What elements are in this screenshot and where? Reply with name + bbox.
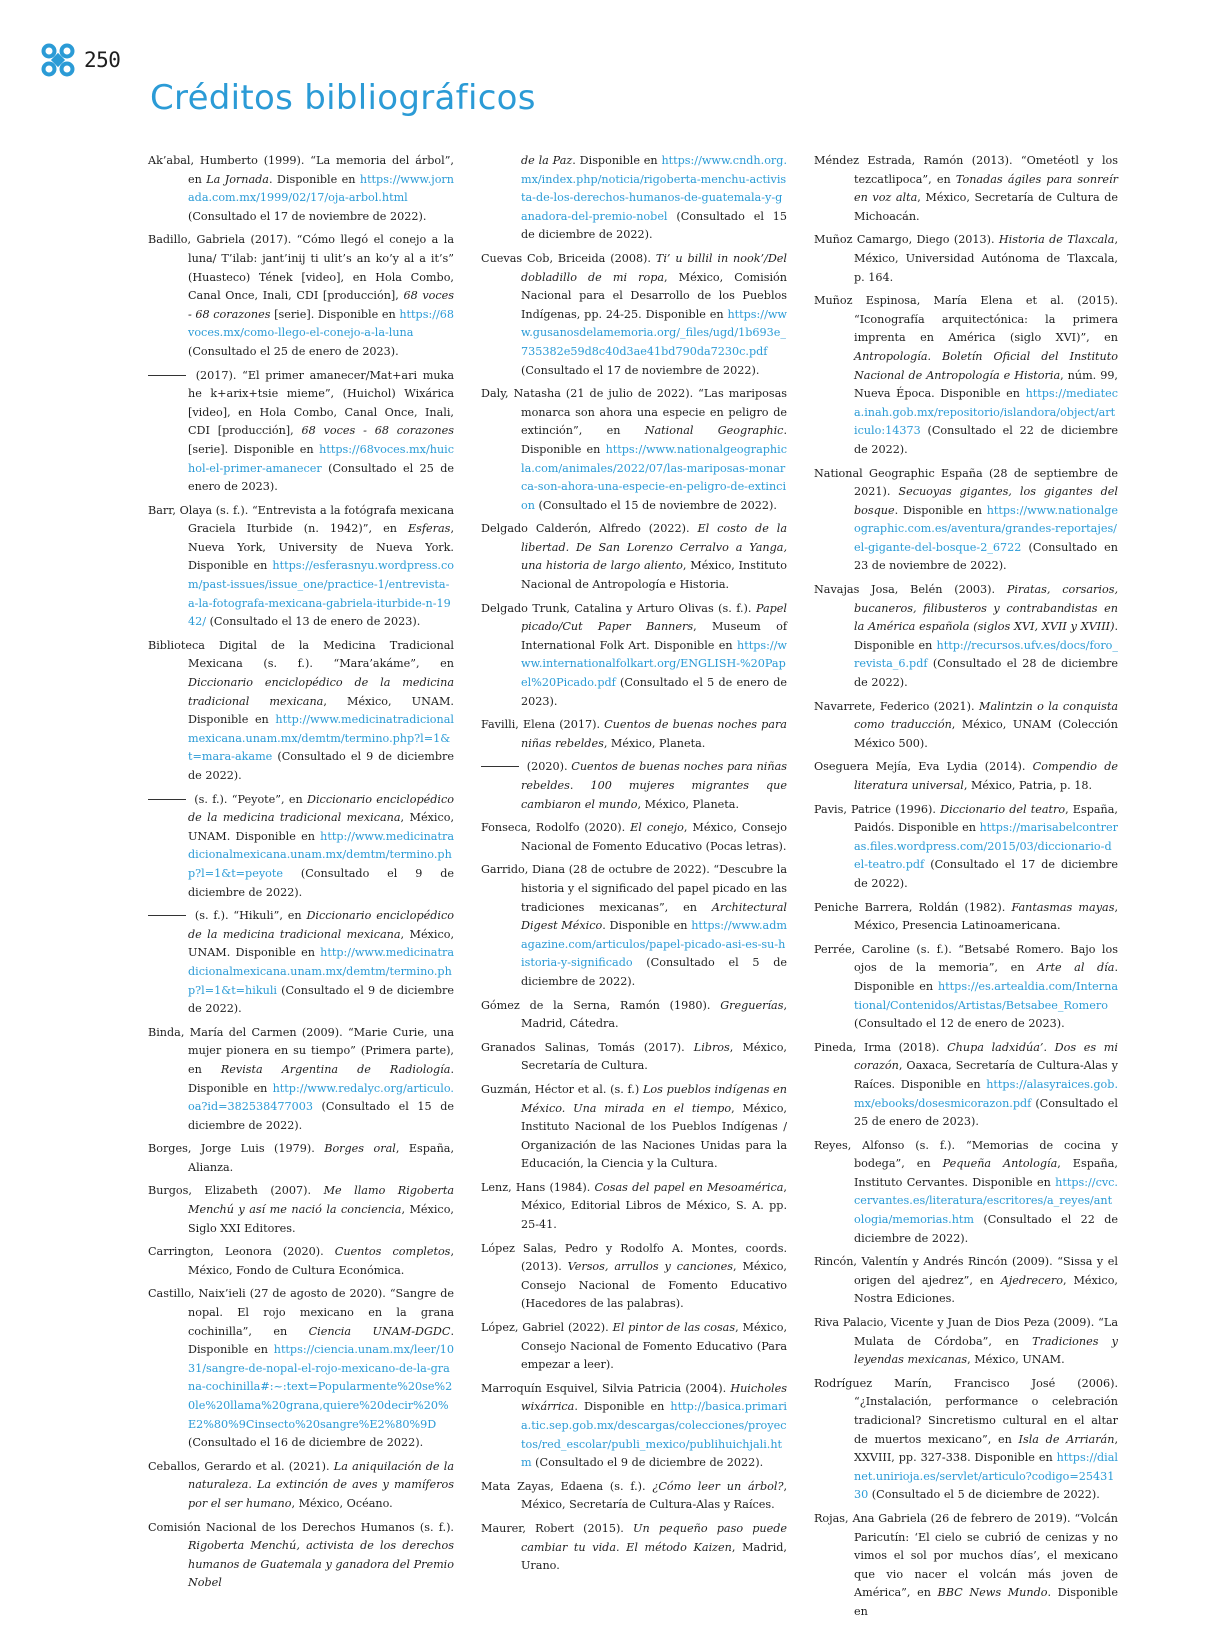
reference-title: Tonadas ágiles para sonreír en voz alta [854, 172, 1118, 205]
reference-title: Tradiciones y leyendas mexicanas [854, 1334, 1118, 1367]
reference-link[interactable]: https://68voces.mx/como-llego-el-conejo-a-la-luna [188, 307, 454, 340]
reference-text: (Consultado el 15 de noviembre de 2022). [534, 498, 777, 512]
repeat-author-dash [148, 375, 186, 376]
reference-title: Ciencia UNAM-DGDC [308, 1324, 451, 1338]
reference-link[interactable]: http://www.medicinatradicionalmexicana.unam.mx/demtm/termino.php?l=1&t=hikuli [188, 946, 454, 997]
reference-text: (Consultado el 15 de diciembre de 2022). [521, 209, 787, 242]
reference-entry [814, 231, 1118, 287]
reference-entry [481, 758, 787, 814]
reference-text: (Consultado el 17 de diciembre de 2022). [854, 858, 1118, 890]
reference-text: (Consultado el 17 de noviembre de 2022). [521, 363, 760, 377]
reference-entry [148, 502, 454, 632]
reference-entry [481, 250, 787, 380]
reference-entry [148, 907, 454, 1019]
reference-link[interactable]: https://www.admagazine.com/articulos/papel-picado-asi-es-su-historia-y-significado [521, 919, 787, 970]
reference-link[interactable]: http://basica.primaria.tic.sep.gob.mx/descargas/colecciones/proyectos/red_escolar/publi_mexico/publihuichjali.htm [521, 1400, 787, 1470]
reference-title: Diccionario enciclopédico de la medicina tradicional mexicana [188, 909, 454, 941]
reference-title: BBC News Mundo [937, 1586, 1048, 1600]
reference-text: Riva Palacio, Vicente y Juan de Dios Peza (2009). “La Mulata de Córdoba”, en [814, 1316, 1118, 1348]
reference-entry [481, 716, 787, 753]
reference-title: Rigoberta Menchú, activista de los derechos humanos de Guatemala y ganadora del Premio Nobel [188, 1539, 454, 1590]
reference-text: , Oaxaca, Secretaría de Cultura-Alas y Raíces. Disponible en [854, 1059, 1118, 1091]
reference-text: , núm. 99, Nueva Época. Disponible en [854, 368, 1118, 401]
reference-text: , Madrid, Urano. [521, 1540, 787, 1573]
reference-entry [481, 1240, 787, 1314]
reference-title: Diccionario enciclopédico de la medicina tradicional mexicana [188, 676, 454, 708]
reference-title: Esferas [408, 522, 451, 536]
reference-entry [814, 292, 1118, 459]
reference-link[interactable]: http://recursos.ufv.es/docs/foro_revista_6.pdf [854, 638, 1118, 671]
reference-text: Daly, Natasha (21 de julio de 2022). “Las mariposas monarca son ahora una especie en peligro de extinción”, en [481, 387, 787, 438]
reference-entry [814, 1375, 1118, 1505]
reference-text: Muñoz Camargo, Diego (2013). [814, 233, 999, 247]
reference-text: Marroquín Esquivel, Silvia Patricia (2004). [481, 1381, 731, 1395]
reference-text: (Consultado el 9 de diciembre de 2022). [188, 750, 454, 782]
reference-title: 68 voces - 68 corazones [301, 424, 454, 438]
reference-entry [481, 1081, 787, 1174]
reference-title: Compendio de literatura universal [854, 760, 1118, 792]
reference-title: Secuoyas gigantes, los gigantes del bosque [854, 485, 1118, 517]
reference-text: (Consultado el 9 de diciembre de 2022). [531, 1456, 764, 1470]
reference-text: (Consultado el 22 de diciembre de 2022). [854, 424, 1118, 456]
reference-text: . Disponible en [854, 620, 1118, 652]
reference-text: (Consultado el 25 de enero de 2023). [188, 344, 399, 358]
reference-text: Navajas Josa, Belén (2003). [814, 583, 1007, 597]
reference-title: La aniquilación de la naturaleza. La extinción de aves y mamíferos por el ser humano [188, 1459, 454, 1510]
reference-entry [814, 801, 1118, 894]
reference-text: López Salas, Pedro y Rodolfo A. Montes, coords. (2013). [481, 1241, 787, 1274]
reference-text: (s. f.). “Peyote”, en [190, 792, 307, 806]
reference-entry [148, 367, 454, 497]
reference-title: ¿Cómo leer un árbol? [652, 1479, 784, 1493]
reference-link[interactable]: https://esferasnyu.wordpress.com/past-issues/issue_one/practice-1/entrevista-a-la-fotografa-mexicana-gabriela-iturbide-n-1942/ [188, 559, 454, 629]
reference-title: Pequeña Antología [942, 1157, 1058, 1171]
reference-entry [481, 1380, 787, 1473]
reference-title: Isla de Arriarán [1018, 1432, 1115, 1446]
reference-text: Maurer, Robert (2015). [481, 1521, 634, 1535]
reference-title: Piratas, corsarios, bucaneros, filibusteros y contrabandistas en la América española (siglos XVI, XVII y XVIII) [854, 583, 1118, 634]
reference-text: Comisión Nacional de los Derechos Humanos (s. f.). [148, 1520, 454, 1534]
reference-entry [148, 791, 454, 903]
reference-text: Cuevas Cob, Briceida (2008). [481, 251, 656, 265]
reference-title: Versos, arrullos y canciones [567, 1260, 733, 1274]
reference-text: , México, Consejo Nacional de Fomento Educativo (Hacedores de las palabras). [521, 1260, 787, 1311]
reference-text: Granados Salinas, Tomás (2017). [481, 1040, 694, 1054]
reference-entry [481, 385, 787, 515]
reference-text: . Disponible en [854, 961, 1118, 993]
reference-link[interactable]: https://www.nationalgeographicla.com/animales/2022/07/las-mariposas-monarca-son-ahora-una-especie-en-peligro-de-extincion [521, 442, 787, 512]
reference-text: , México, Instituto Nacional de los Pueblos Indígenas / Organización de las Naciones Unidas para la Educación, la Ciencia y la Cultura. [521, 1101, 787, 1171]
reference-text: (2017). “El primer amanecer/Mat+ari muka he k+arix+tsie mieme”, (Huichol) Wixárica [video], en Hola Combo, Canal Once, Inali, CDI [producción], [188, 368, 454, 438]
reference-text: López, Gabriel (2022). [481, 1321, 613, 1335]
reference-text: Castillo, Naix’ieli (27 de agosto de 2020). “Sangre de nopal. El rojo mexicano en la grana cochinilla”, en [148, 1287, 454, 1338]
reference-title: Cuentos completos [334, 1245, 451, 1259]
reference-entry [814, 899, 1118, 936]
reference-text: , México, Océano. [291, 1496, 393, 1510]
reference-entry [148, 637, 454, 786]
reference-text: Favilli, Elena (2017). [481, 718, 605, 732]
reference-title: Papel picado/Cut Paper Banners [521, 601, 787, 634]
reference-entry [148, 1243, 454, 1280]
reference-link[interactable]: https://mediateca.inah.gob.mx/repositorio/islandora/object/articulo:14373 [854, 387, 1118, 438]
reference-text: (Consultado el 9 de diciembre de 2022). [188, 866, 454, 899]
reference-title: Ti’ u billil in nook’/Del dobladillo de mi ropa [521, 251, 787, 284]
reference-text: Reyes, Alfonso (s. f.). “Memorias de cocina y bodega”, en [814, 1138, 1118, 1171]
reference-text: , Museum of International Folk Art. Disponible en [521, 620, 787, 652]
page-title: Créditos bibliográficos [150, 78, 536, 118]
reference-text: , México, Editorial Libros de México, S. A. pp. 25-41. [521, 1180, 787, 1232]
reference-text: . Disponible en [574, 1400, 671, 1414]
reference-text: Ceballos, Gerardo et al. (2021). [148, 1459, 334, 1473]
reference-text: , España, Instituto Cervantes. Disponible en [854, 1157, 1118, 1189]
reference-text: , México, Secretaría de Cultura. [521, 1040, 787, 1073]
reference-text: Carrington, Leonora (2020). [148, 1245, 335, 1259]
repeat-author-dash [148, 915, 186, 916]
reference-title: Borges oral [324, 1142, 396, 1156]
reference-text: , México, Planeta. [637, 797, 739, 811]
reference-text: Perrée, Caroline (s. f.). “Betsabé Romero. Bajo los ojos de la memoria”, en [814, 942, 1118, 975]
reference-entry [814, 698, 1118, 754]
reference-text: , México, Consejo Nacional de Fomento Educativo (Pocas letras). [521, 821, 787, 853]
page-header [40, 42, 120, 78]
reference-text: (Consultado en 23 de noviembre de 2022). [854, 540, 1118, 573]
reference-text: Delgado Calderón, Alfredo (2022). [481, 522, 698, 536]
reference-text: , México, Planeta. [603, 736, 706, 750]
reference-text: . Disponible en [602, 919, 692, 933]
reference-title: Cuentos de buenas noches para niñas rebeldes [521, 718, 787, 750]
reference-text: , Madrid, Cátedra. [521, 998, 787, 1031]
reference-text: (Consultado el 17 de noviembre de 2022). [188, 209, 427, 223]
reference-title: de la Paz [521, 154, 573, 167]
reference-link[interactable]: https://alasyraices.gob.mx/ebooks/dosesmicorazon.pdf [854, 1077, 1118, 1110]
reference-link[interactable]: http://www.medicinatradicionalmexicana.unam.mx/demtm/termino.php?l=1&t=peyote [188, 829, 454, 880]
reference-text: (Consultado el 5 de enero de 2023). [521, 676, 787, 708]
reference-title: Los pueblos indígenas en México. Una mirada en el tiempo [521, 1082, 787, 1115]
reference-text: , México, UNAM. Disponible en [188, 811, 455, 843]
reference-text: (Consultado el 15 de diciembre de 2022). [188, 1100, 454, 1132]
reference-link[interactable]: https://www.cndh.org.mx/index.php/noticia/rigoberta-menchu-activista-de-los-derechos-humanos-de-guatemala-y-ganadora-del-premio-nobel [521, 154, 787, 223]
reference-link[interactable]: http://www.medicinatradicionalmexicana.unam.mx/demtm/termino.php?l=1&t=mara-akame [188, 713, 454, 764]
reference-text: , XXVIII, pp. 327-338. Disponible en [854, 1432, 1118, 1465]
reference-entry [814, 1137, 1118, 1249]
reference-title: Me llamo Rigoberta Menchú y así me nació la conciencia [188, 1184, 454, 1217]
reference-entry [814, 1039, 1118, 1132]
reference-entry [148, 1182, 454, 1238]
reference-text: , México, Comisión Nacional para el Desarrollo de los Pueblos Indígenas, pp. 24-25. Disponible en [521, 270, 787, 321]
reference-text: Garrido, Diana (28 de octubre de 2022). “Descubre la historia y el significado del papel picado en las tradiciones mexicanas”, en [481, 863, 787, 914]
reference-text: Rincón, Valentín y Andrés Rincón (2009). “Sissa y el origen del ajedrez”, en [814, 1255, 1118, 1287]
reference-text: Barr, Olaya (s. f.). “Entrevista a la fotógrafa mexicana Graciela Iturbide (n. 1942)”, en [148, 503, 454, 536]
reference-title: Un pequeño paso puede cambiar tu vida. El método Kaizen [521, 1521, 787, 1554]
reference-text: . Disponible en [854, 1586, 1118, 1618]
reference-text: (Consultado el 12 de enero de 2023). [854, 1017, 1065, 1031]
reference-text: Pavis, Patrice (1996). [814, 802, 941, 816]
reference-title: Cuentos de buenas noches para niñas rebeldes. 100 mujeres migrantes que cambiaron el mundo [521, 760, 787, 811]
reference-text: , México, Universidad Autónoma de Tlaxcala, p. 164. [854, 233, 1118, 284]
reference-text: (s. f.). “Hikuli”, en [190, 909, 307, 923]
reference-text: , México, UNAM. [967, 1353, 1065, 1367]
reference-text: , México, UNAM. Disponible en [188, 927, 455, 960]
reference-link[interactable]: https://www.internationalfolkart.org/ENGLISH-%20Papel%20Picado.pdf [521, 638, 787, 690]
reference-entry [148, 1458, 454, 1514]
reference-entry [481, 997, 787, 1034]
reference-text: , México, UNAM (Colección México 500). [854, 718, 1118, 750]
reference-text: Oseguera Mejía, Eva Lydia (2014). [814, 760, 1033, 774]
reference-title: Diccionario del teatro [940, 802, 1066, 816]
reference-text: . Disponible en [188, 1324, 454, 1357]
reference-link[interactable]: https://dialnet.unirioja.es/servlet/articulo?codigo=2543130 [854, 1451, 1118, 1502]
reference-entry [148, 1140, 454, 1177]
references-column-2 [481, 152, 787, 1581]
reference-text: Borges, Jorge Luis (1979). [148, 1142, 325, 1156]
reference-title: Antropología. Boletín Oficial del Instituto Nacional de Antropología e Historia [854, 349, 1118, 382]
reference-text: Muñoz Espinosa, María Elena et al. (2015). “Iconografía arquitectónica: la primera imprenta en América (siglo XVI)”, en [814, 294, 1118, 345]
reference-link[interactable]: https://www.nationalgeographic.com.es/aventura/grandes-reportajes/el-gigante-del-bosque-2_6722 [854, 503, 1118, 554]
reference-text: , México, Fondo de Cultura Económica. [188, 1245, 454, 1277]
reference-text: , México, Presencia Latinoamericana. [854, 900, 1119, 933]
reference-text: (Consultado el 25 de enero de 2023). [188, 461, 454, 494]
reference-link[interactable]: https://marisabelcontreras.files.wordpress.com/2015/03/diccionario-del-teatro.pdf [854, 821, 1118, 872]
reference-text: Gómez de la Serna, Ramón (1980). [481, 998, 721, 1012]
reference-text: . Disponible en [268, 172, 360, 186]
reference-title: Arte al día [1037, 961, 1115, 975]
page-number: 250 [84, 48, 121, 72]
reference-text: (2020). [523, 760, 572, 774]
reference-title: National Geographic [644, 424, 784, 438]
reference-text: Binda, María del Carmen (2009). “Marie Curie, una mujer pionera en su tiempo” (Primera parte), en [148, 1025, 454, 1076]
reference-title: La Jornada [206, 172, 269, 186]
reference-text: National Geographic España (28 de septiembre de 2021). [814, 466, 1118, 499]
reference-text: . Disponible en [521, 424, 787, 456]
reference-text: , México, Secretaría de Cultura de Michoacán. [854, 191, 1118, 223]
reference-text: Navarrete, Federico (2021). [814, 699, 979, 713]
reference-entry [814, 152, 1118, 226]
reference-entry [481, 819, 787, 856]
reference-entry [481, 520, 787, 594]
reference-text: Peniche Barrera, Roldán (1982). [814, 900, 1012, 914]
reference-title: Fantasmas mayas [1011, 900, 1115, 914]
reference-text: [serie]. Disponible en [270, 307, 400, 321]
reference-text: . Disponible en [894, 503, 987, 517]
flower-ornament-icon [40, 42, 76, 78]
reference-text: (Consultado el 22 de diciembre de 2022). [854, 1213, 1118, 1245]
reference-link[interactable]: https://www.gusanosdelamemoria.org/_files/ugd/1b693e_735382e59d8c40d3ae41bd790da7230c.pdf [521, 307, 787, 358]
reference-text: (Consultado el 25 de enero de 2023). [854, 1096, 1118, 1129]
reference-entry [814, 465, 1118, 577]
reference-text: . Disponible en [188, 1062, 454, 1095]
reference-entry [481, 1520, 787, 1576]
reference-text: , México, Nostra Ediciones. [854, 1273, 1118, 1306]
reference-text: Fonseca, Rodolfo (2020). [481, 821, 631, 835]
reference-text: , México, Siglo XXI Editores. [188, 1203, 454, 1235]
reference-text: Guzmán, Héctor et al. (s. f.) [481, 1082, 643, 1096]
reference-entry [148, 152, 454, 226]
reference-text: Delgado Trunk, Catalina y Arturo Olivas (s. f.). [481, 601, 756, 615]
reference-text: (Consultado el 9 de diciembre de 2022). [188, 983, 454, 1016]
reference-text: , México, UNAM. Disponible en [188, 694, 454, 727]
reference-text: . Disponible en [572, 154, 662, 167]
reference-text: Rojas, Ana Gabriela (26 de febrero de 2019). “Volcán Paricutín: ‘El cielo se cubrió de cenizas y no vimos el sol por muchos días’, el mexicano que vio nacer el volcán más joven de América”, en [814, 1511, 1118, 1600]
reference-text: , Nueva York, University de Nueva York. Disponible en [188, 522, 454, 573]
reference-link[interactable]: https://es.artealdia.com/International/Contenidos/Artistas/Betsabee_Romero [854, 979, 1118, 1012]
reference-entry [481, 600, 787, 712]
references-column-3 [814, 152, 1118, 1627]
reference-entry [481, 1478, 787, 1515]
references-column-1 [148, 152, 454, 1598]
reference-text: Lenz, Hans (1984). [481, 1180, 595, 1194]
reference-entry [814, 1510, 1118, 1622]
reference-entry [481, 1179, 787, 1235]
reference-text: Badillo, Gabriela (2017). “Cómo llegó el conejo a la luna/ T’ilab: jant’inij ti ulit’s an ko’y al a it’s” (Huasteco) Tének [video], en Hola Combo, Canal Once, Inali, CDI [producción], [148, 233, 454, 303]
reference-text: , España, Alianza. [188, 1142, 454, 1174]
reference-text: Burgos, Elizabeth (2007). [148, 1184, 324, 1198]
reference-title: Historia de Tlaxcala [998, 233, 1115, 247]
reference-entry [148, 1519, 454, 1593]
reference-link[interactable]: https://www.jornada.com.mx/1999/02/17/oja-arbol.html [188, 172, 454, 205]
reference-entry [814, 758, 1118, 795]
reference-text: Pineda, Irma (2018). [814, 1040, 948, 1054]
reference-entry [481, 1039, 787, 1076]
reference-title: Cosas del papel en Mesoamérica [594, 1180, 784, 1194]
reference-text: (Consultado el 28 de diciembre de 2022). [854, 657, 1118, 690]
reference-entry [814, 941, 1118, 1034]
repeat-author-dash [148, 799, 186, 800]
reference-entry [481, 1319, 787, 1375]
reference-link[interactable]: https://ciencia.unam.mx/leer/1031/sangre-de-nopal-el-rojo-mexicano-de-la-grana-cochinilla#:~:text=Popularmente%20se%20le%20llama%20grana,quiere%20decir%20%E2%80%9Cinsecto%20sangre%E2%80%9D [188, 1343, 454, 1431]
reference-entry [481, 152, 787, 245]
reference-title: El pintor de las cosas [612, 1321, 736, 1335]
reference-text: (Consultado el 13 de enero de 2023). [206, 615, 421, 629]
reference-text: , México, Secretaría de Cultura-Alas y Raíces. [521, 1479, 787, 1512]
reference-title: Revista Argentina de Radiología [220, 1062, 451, 1076]
reference-title: El costo de la libertad. De San Lorenzo Cerralvo a Yanga, una historia de largo aliento [521, 522, 787, 573]
reference-title: Architectural Digest México [521, 900, 787, 933]
reference-link[interactable]: http://www.redalyc.org/articulo.oa?id=382538477003 [188, 1081, 454, 1114]
reference-text: , México, Consejo Nacional de Fomento Educativo (Para empezar a leer). [521, 1321, 788, 1372]
reference-text: , España, Paidós. Disponible en [854, 802, 1118, 835]
reference-entry [814, 1314, 1118, 1370]
reference-title: Diccionario enciclopédico de la medicina tradicional mexicana [188, 792, 454, 825]
reference-text: (Consultado el 5 de diciembre de 2022). [868, 1488, 1100, 1502]
repeat-author-dash [481, 766, 519, 767]
reference-text: Rodríguez Marín, Francisco José (2006). “¿Instalación, performance o celebración tradicional? Sincretismo cultural en el altar de muertos mexicano”, en [814, 1376, 1118, 1446]
reference-text: Mata Zayas, Edaena (s. f.). [481, 1479, 653, 1493]
reference-title: Huicholes wixárrica [521, 1381, 787, 1414]
reference-entry [148, 231, 454, 361]
reference-title: Chupa ladxidúa’. Dos es mi corazón [854, 1040, 1118, 1073]
reference-entry [814, 1253, 1118, 1309]
reference-title: 68 voces - 68 corazones [188, 289, 454, 321]
reference-text: , México, Patria, p. 18. [963, 779, 1092, 792]
reference-text: Ak’abal, Humberto (1999). “La memoria del árbol”, en [148, 154, 454, 186]
reference-entry [814, 581, 1118, 693]
reference-title: Ajedrecero [1000, 1273, 1063, 1287]
reference-text: , México, Instituto Nacional de Antropología e Historia. [521, 559, 787, 592]
reference-title: Libros [693, 1040, 730, 1054]
reference-text: Biblioteca Digital de la Medicina Tradicional Mexicana (s. f.). “Mara’akáme”, en [148, 638, 454, 671]
reference-title: Greguerías [720, 998, 784, 1012]
reference-text: (Consultado el 16 de diciembre de 2022). [188, 1436, 424, 1450]
reference-link[interactable]: https://cvc.cervantes.es/literatura/escritores/a_reyes/antologia/memorias.htm [854, 1175, 1118, 1227]
reference-text: (Consultado el 5 de diciembre de 2022). [521, 956, 787, 988]
reference-entry [481, 861, 787, 991]
reference-entry [148, 1024, 454, 1136]
reference-link[interactable]: https://68voces.mx/huichol-el-primer-amanecer [188, 442, 454, 475]
reference-title: Malintzin o la conquista como traducción [854, 699, 1118, 732]
reference-text: Méndez Estrada, Ramón (2013). “Ometéotl y los tezcatlipoca”, en [814, 154, 1118, 186]
reference-text: [serie]. Disponible en [188, 442, 320, 456]
reference-entry [148, 1285, 454, 1452]
reference-title: El conejo [630, 821, 684, 835]
